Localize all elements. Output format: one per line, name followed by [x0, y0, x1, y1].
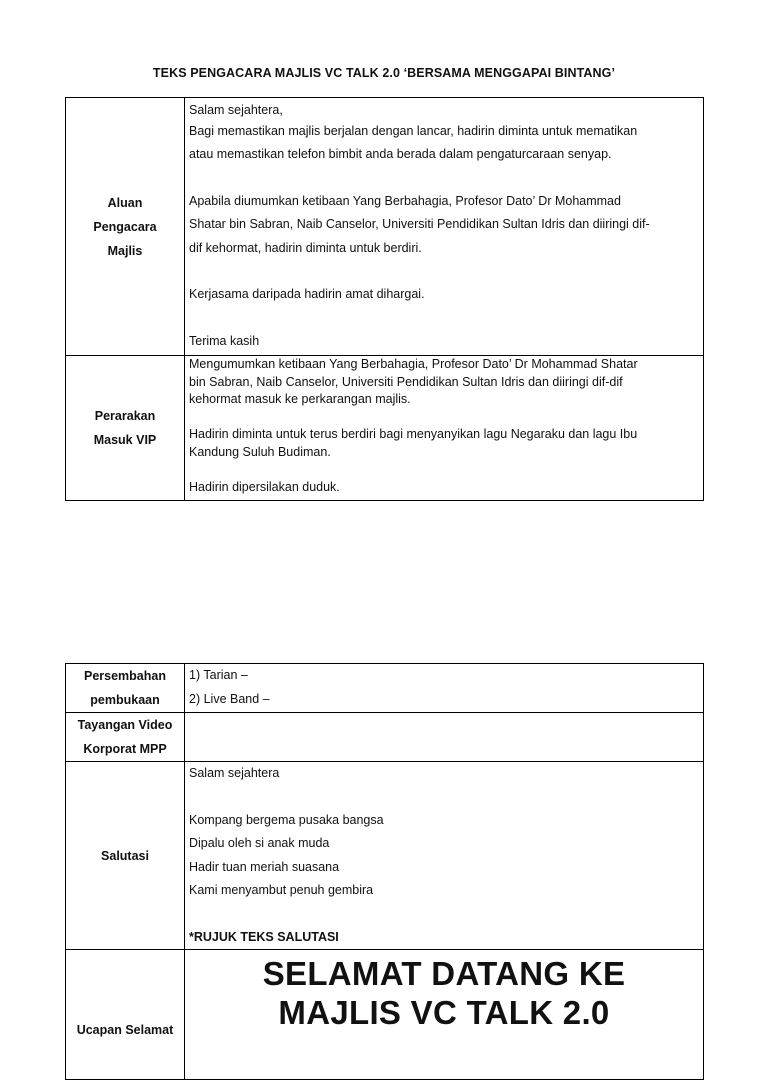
emcee-script-table-1 [65, 97, 704, 501]
text-line: Bagi memastikan majlis berjalan dengan lancar, hadirin diminta untuk mematikan [189, 123, 638, 138]
welcome-headline: SELAMAT DATANG KE [262, 955, 626, 992]
text-line: Hadir tuan meriah suasana [189, 859, 340, 874]
table-row [66, 950, 704, 1080]
document-title: TEKS PENGACARA MAJLIS VC TALK 2.0 ‘BERSAMA MENGGAPAI BINTANG’ [152, 66, 616, 80]
label-line: Perarakan [94, 409, 156, 423]
label-line: Korporat MPP [83, 742, 167, 756]
row-content-salutasi [185, 762, 704, 950]
text-line: Kandung Suluh Budiman. [189, 444, 331, 459]
table-row [66, 713, 704, 762]
table-row [66, 98, 704, 356]
text-line: Mengumumkan ketibaan Yang Berbahagia, Profesor Dato’ Dr Mohammad Shatar [189, 357, 638, 371]
label-line: Persembahan [84, 669, 166, 683]
welcome-headline: MAJLIS VC TALK 2.0 [278, 994, 610, 1031]
row-label-ucapan-selamat [66, 950, 185, 1080]
text-line: Hadirin diminta untuk terus berdiri bagi menyanyikan lagu Negaraku dan lagu Ibu [189, 427, 638, 441]
row-label-perarakan-vip [66, 356, 185, 501]
row-content-aluan-pengacara [185, 98, 704, 356]
row-content-persembahan [185, 664, 704, 713]
label-line: Salutasi [101, 848, 149, 863]
row-label-salutasi [66, 762, 185, 950]
emcee-script-table-2 [65, 663, 704, 1080]
text-line: Dipalu oleh si anak muda [189, 836, 330, 850]
text-line: Kami menyambut penuh gembira [189, 883, 374, 897]
label-line: Aluan [107, 195, 143, 210]
text-line: Salam sejahtera, [189, 103, 283, 117]
table-row [66, 664, 704, 713]
text-line: atau memastikan telefon bimbit anda berada dalam pengaturcaraan senyap. [189, 147, 612, 161]
text-line: 1) Tarian – [189, 668, 248, 682]
text-line: 2) Live Band – [189, 691, 270, 706]
row-label-tayangan-video [66, 713, 185, 762]
text-line: Salam sejahtera [189, 766, 280, 780]
text-line: *RUJUK TEKS SALUTASI [189, 929, 339, 944]
label-line: Majlis [107, 243, 143, 258]
text-line: Apabila diumumkan ketibaan Yang Berbahagia, Profesor Dato’ Dr Mohammad [189, 193, 621, 208]
row-content-perarakan-vip [185, 356, 704, 501]
row-label-aluan-pengacara [66, 98, 185, 356]
label-line: Tayangan Video [77, 718, 173, 732]
row-content-ucapan-selamat [185, 950, 704, 1080]
text-line: kehormat masuk ke perkarangan majlis. [189, 392, 411, 406]
label-line: pembukaan [90, 693, 160, 707]
row-label-persembahan [66, 664, 185, 713]
table-row [66, 762, 704, 950]
label-line: Masuk VIP [93, 433, 157, 447]
text-line: Kompang bergema pusaka bangsa [189, 812, 384, 827]
label-line: Ucapan Selamat [76, 1022, 174, 1037]
text-line: Kerjasama daripada hadirin amat dihargai. [189, 287, 425, 301]
text-line: Terima kasih [189, 333, 260, 348]
table-row [66, 356, 704, 501]
text-line: dif kehormat, hadirin diminta untuk berdiri. [189, 240, 422, 255]
text-line: Shatar bin Sabran, Naib Canselor, Universiti Pendidikan Sultan Idris dan diiringi dif- [189, 217, 650, 231]
row-content-tayangan-video [185, 713, 704, 762]
label-line: Pengacara [93, 219, 157, 234]
text-line: Hadirin dipersilakan duduk. [189, 479, 340, 494]
text-line: bin Sabran, Naib Canselor, Universiti Pendidikan Sultan Idris dan diiringi dif-dif [189, 374, 623, 389]
